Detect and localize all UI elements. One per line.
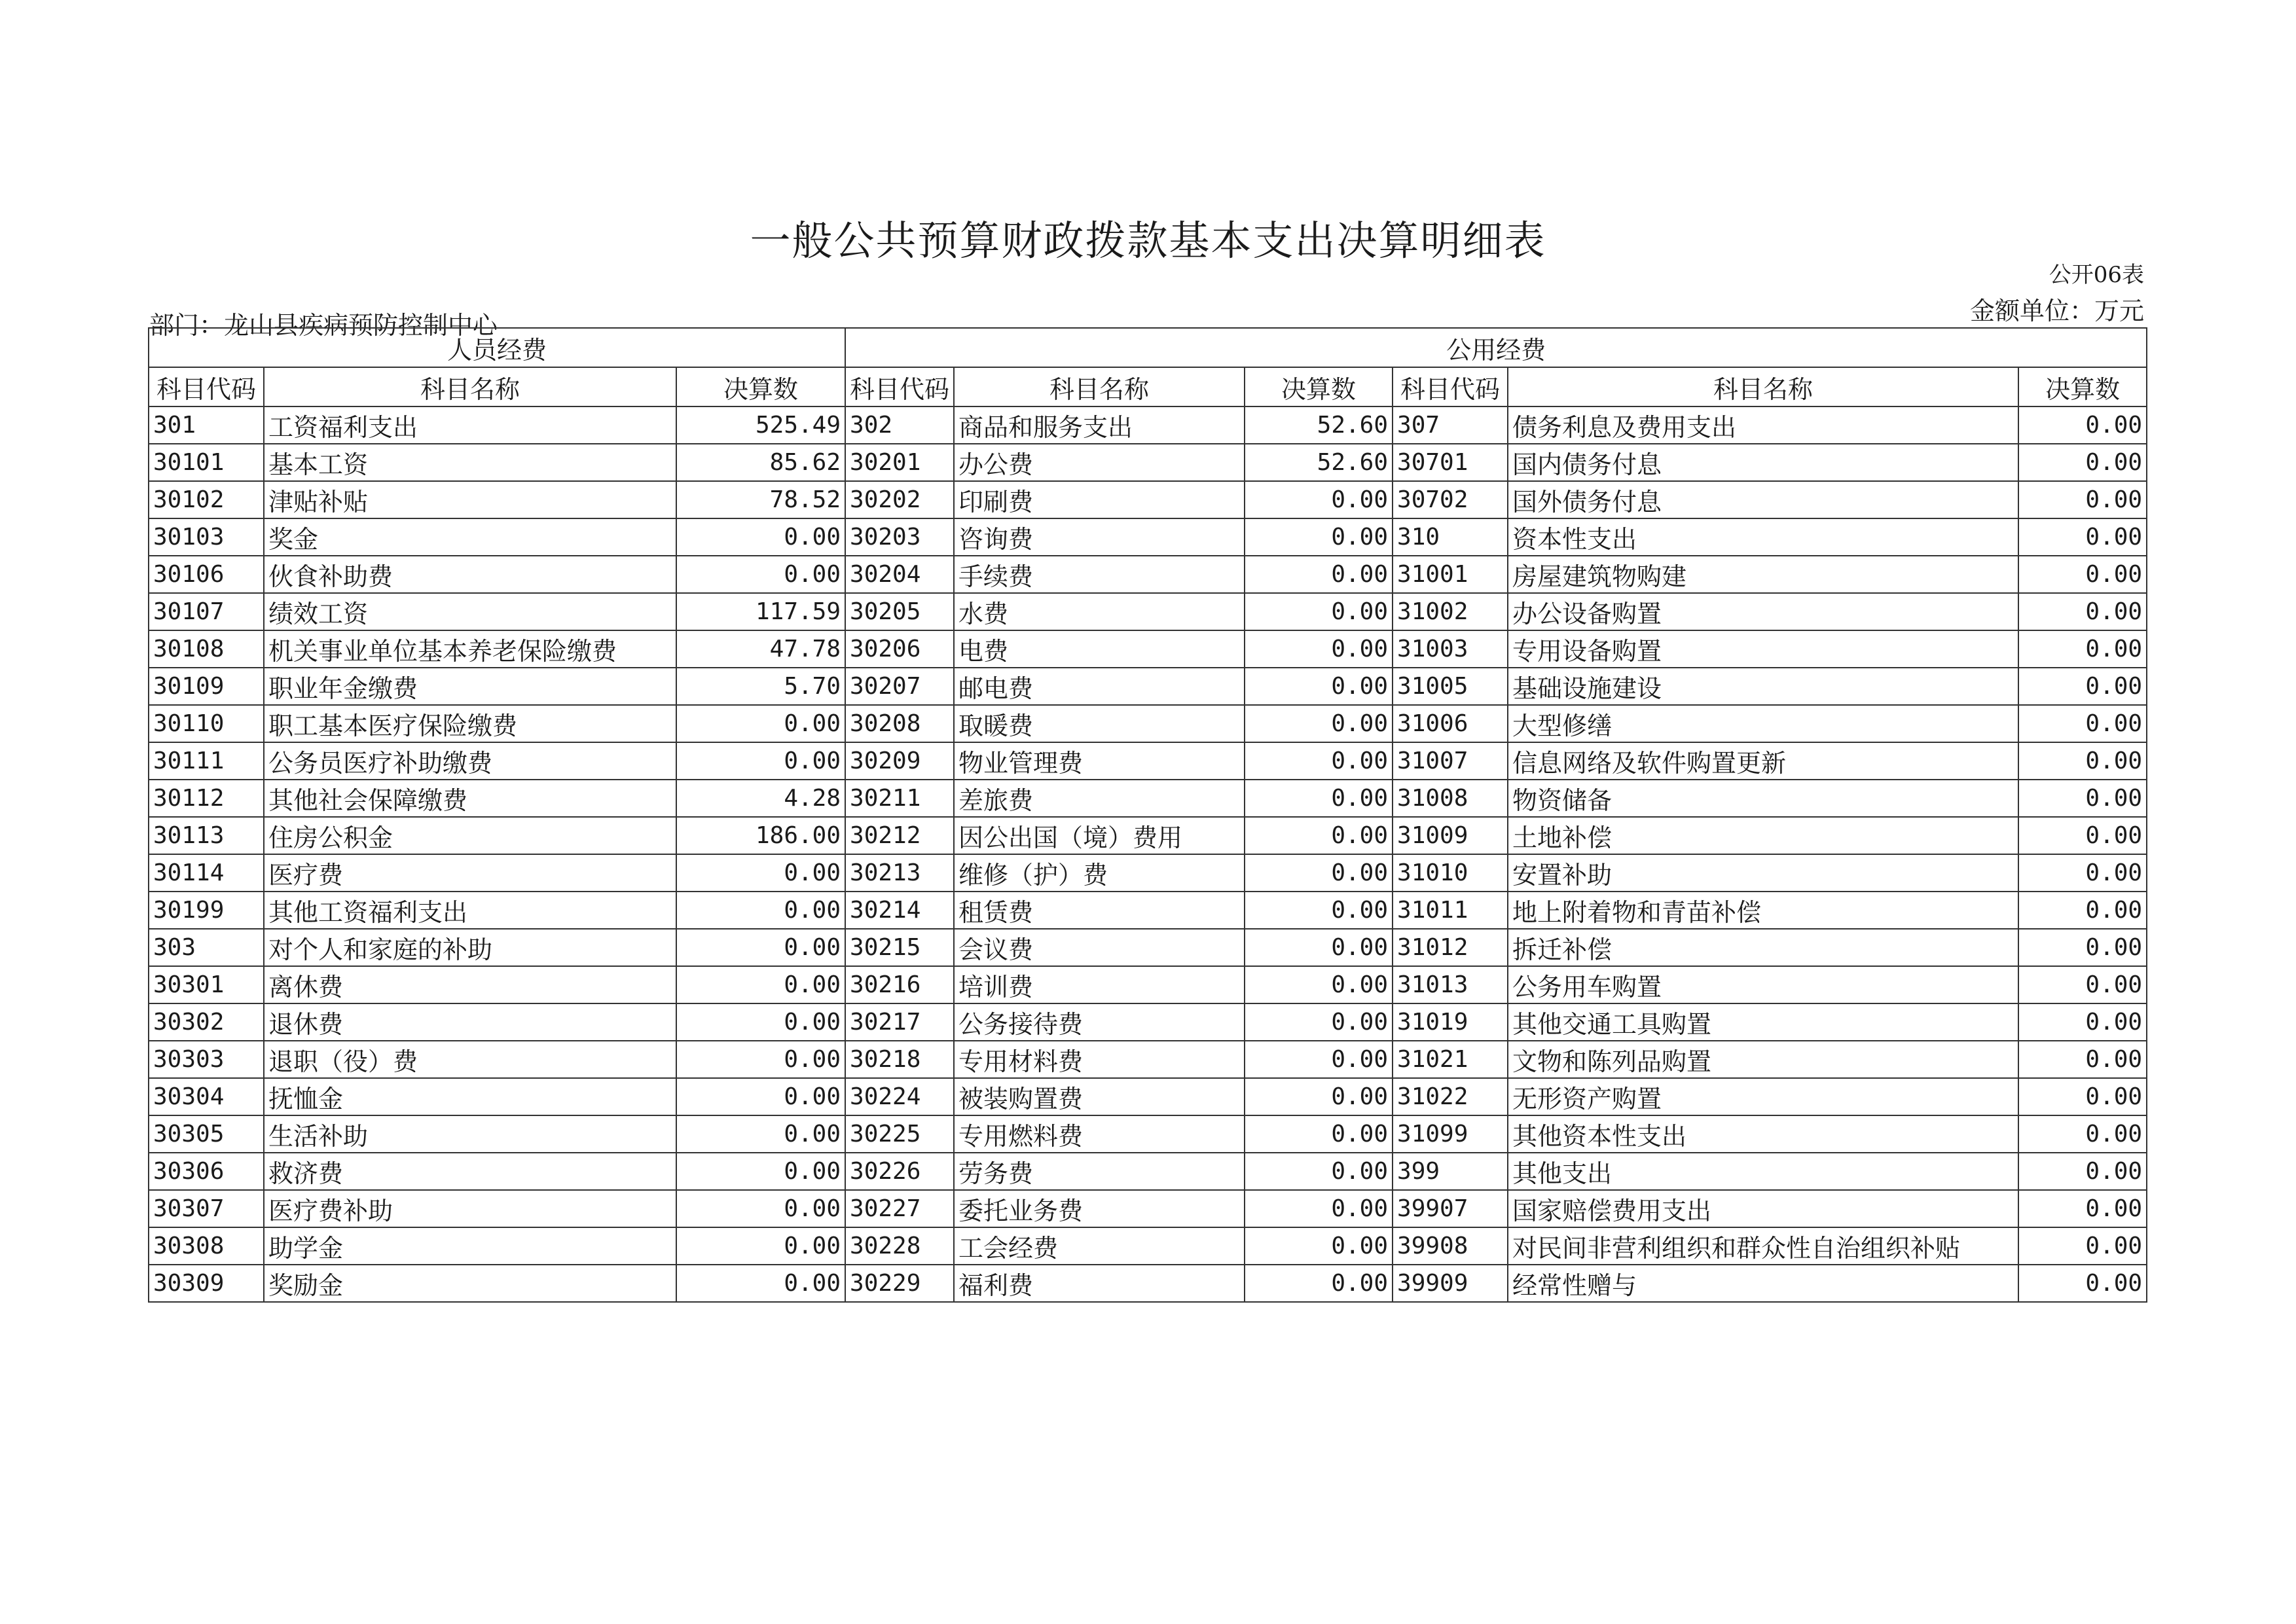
amount-cell: 5.70 [676,668,845,705]
subject-name-cell: 房屋建筑物购建 [1508,556,2018,593]
table-row [149,1153,2147,1190]
table-row [149,742,2147,780]
amount-cell: 52.60 [1245,406,1393,444]
amount-cell: 0.00 [1245,1227,1393,1265]
subject-code-cell: 301 [149,406,264,444]
subject-code-cell: 31008 [1393,780,1508,817]
subject-name-cell: 职工基本医疗保险缴费 [264,705,676,742]
subject-code-cell: 30109 [149,668,264,705]
amount-cell: 0.00 [1245,892,1393,929]
subject-code-cell: 30111 [149,742,264,780]
subject-code-cell: 30206 [845,630,954,668]
subject-name-cell: 安置补助 [1508,854,2018,892]
subject-code-cell: 30227 [845,1190,954,1227]
table-row [149,1078,2147,1115]
subject-name-cell: 国外债务付息 [1508,481,2018,518]
subject-code-cell: 30224 [845,1078,954,1115]
subject-name-cell: 国内债务付息 [1508,444,2018,481]
subject-code-cell: 30303 [149,1041,264,1078]
subject-code-cell: 31009 [1393,817,1508,854]
subject-name-cell: 绩效工资 [264,593,676,630]
amount-cell: 0.00 [2018,705,2147,742]
subject-name-cell: 租赁费 [954,892,1245,929]
amount-cell: 0.00 [2018,1115,2147,1153]
amount-cell: 47.78 [676,630,845,668]
amount-cell: 0.00 [2018,1190,2147,1227]
subject-name-cell: 退职（役）费 [264,1041,676,1078]
amount-cell: 0.00 [2018,1041,2147,1078]
col-header-name: 科目名称 [954,367,1245,406]
subject-code-cell: 30214 [845,892,954,929]
subject-code-cell: 30207 [845,668,954,705]
subject-code-cell: 30225 [845,1115,954,1153]
amount-unit: 金额单位：万元 [1969,297,2144,325]
subject-code-cell: 30204 [845,556,954,593]
subject-name-cell: 培训费 [954,966,1245,1003]
subject-code-cell: 30218 [845,1041,954,1078]
amount-cell: 0.00 [2018,481,2147,518]
subject-name-cell: 医疗费 [264,854,676,892]
table-row [149,630,2147,668]
subject-code-cell: 310 [1393,518,1508,556]
subject-name-cell: 奖励金 [264,1265,676,1302]
amount-cell: 0.00 [2018,406,2147,444]
amount-cell: 0.00 [676,966,845,1003]
subject-code-cell: 30201 [845,444,954,481]
subject-code-cell: 30215 [845,929,954,966]
subject-code-cell: 30212 [845,817,954,854]
subject-code-cell: 30110 [149,705,264,742]
amount-cell: 0.00 [676,1190,845,1227]
subject-name-cell: 离休费 [264,966,676,1003]
amount-cell: 0.00 [2018,444,2147,481]
subject-name-cell: 被装购置费 [954,1078,1245,1115]
subject-name-cell: 物业管理费 [954,742,1245,780]
table-row [149,668,2147,705]
table-row [149,406,2147,444]
subject-code-cell: 30107 [149,593,264,630]
table-row [149,892,2147,929]
subject-code-cell: 31019 [1393,1003,1508,1041]
amount-cell: 0.00 [1245,854,1393,892]
subject-name-cell: 经常性赠与 [1508,1265,2018,1302]
subject-code-cell: 30307 [149,1190,264,1227]
subject-name-cell: 地上附着物和青苗补偿 [1508,892,2018,929]
subject-name-cell: 职业年金缴费 [264,668,676,705]
column-header-row [149,367,2147,406]
form-number: 公开06表 [2049,262,2144,288]
amount-cell: 0.00 [676,1153,845,1190]
amount-cell: 0.00 [1245,1190,1393,1227]
subject-code-cell: 30229 [845,1265,954,1302]
table-row [149,780,2147,817]
subject-code-cell: 30309 [149,1265,264,1302]
subject-name-cell: 公务用车购置 [1508,966,2018,1003]
subject-code-cell: 31011 [1393,892,1508,929]
amount-cell: 0.00 [2018,817,2147,854]
subject-code-cell: 30205 [845,593,954,630]
subject-code-cell: 30302 [149,1003,264,1041]
subject-name-cell: 办公设备购置 [1508,593,2018,630]
amount-cell: 0.00 [1245,593,1393,630]
amount-cell: 0.00 [2018,668,2147,705]
subject-name-cell: 专用材料费 [954,1041,1245,1078]
amount-cell: 0.00 [676,518,845,556]
amount-cell: 0.00 [2018,518,2147,556]
subject-name-cell: 拆迁补偿 [1508,929,2018,966]
subject-code-cell: 30308 [149,1227,264,1265]
subject-code-cell: 30202 [845,481,954,518]
subject-name-cell: 专用燃料费 [954,1115,1245,1153]
amount-cell: 0.00 [2018,742,2147,780]
subject-name-cell: 机关事业单位基本养老保险缴费 [264,630,676,668]
subject-code-cell: 30304 [149,1078,264,1115]
amount-cell: 0.00 [1245,1003,1393,1041]
subject-code-cell: 30209 [845,742,954,780]
amount-cell: 0.00 [1245,481,1393,518]
subject-name-cell: 其他支出 [1508,1153,2018,1190]
col-header-code: 科目代码 [845,367,954,406]
page-title: 一般公共预算财政拨款基本支出决算明细表 [750,217,1546,264]
amount-cell: 117.59 [676,593,845,630]
subject-code-cell: 303 [149,929,264,966]
subject-name-cell: 物资储备 [1508,780,2018,817]
subject-name-cell: 水费 [954,593,1245,630]
subject-code-cell: 399 [1393,1153,1508,1190]
subject-name-cell: 资本性支出 [1508,518,2018,556]
subject-name-cell: 邮电费 [954,668,1245,705]
subject-code-cell: 30102 [149,481,264,518]
subject-code-cell: 30199 [149,892,264,929]
subject-code-cell: 31099 [1393,1115,1508,1153]
table-row [149,481,2147,518]
table-row [149,854,2147,892]
amount-cell: 0.00 [676,892,845,929]
amount-cell: 0.00 [676,854,845,892]
col-header-name: 科目名称 [1508,367,2018,406]
subject-name-cell: 手续费 [954,556,1245,593]
subject-name-cell: 商品和服务支出 [954,406,1245,444]
amount-cell: 0.00 [1245,742,1393,780]
subject-name-cell: 债务利息及费用支出 [1508,406,2018,444]
subject-name-cell: 专用设备购置 [1508,630,2018,668]
table-row [149,1265,2147,1302]
table-row [149,593,2147,630]
subject-code-cell: 39909 [1393,1265,1508,1302]
amount-cell: 186.00 [676,817,845,854]
amount-cell: 0.00 [2018,854,2147,892]
subject-code-cell: 31007 [1393,742,1508,780]
col-header-name: 科目名称 [264,367,676,406]
subject-name-cell: 住房公积金 [264,817,676,854]
amount-cell: 4.28 [676,780,845,817]
table-row [149,556,2147,593]
subject-code-cell: 30701 [1393,444,1508,481]
subject-name-cell: 土地补偿 [1508,817,2018,854]
subject-code-cell: 39907 [1393,1190,1508,1227]
amount-cell: 0.00 [676,1265,845,1302]
col-header-code: 科目代码 [1393,367,1508,406]
subject-name-cell: 伙食补助费 [264,556,676,593]
amount-cell: 0.00 [676,1227,845,1265]
amount-cell: 0.00 [2018,593,2147,630]
subject-code-cell: 30106 [149,556,264,593]
subject-code-cell: 31012 [1393,929,1508,966]
subject-code-cell: 30702 [1393,481,1508,518]
subject-name-cell: 基础设施建设 [1508,668,2018,705]
subject-name-cell: 医疗费补助 [264,1190,676,1227]
subject-name-cell: 公务接待费 [954,1003,1245,1041]
subject-name-cell: 退休费 [264,1003,676,1041]
amount-cell: 0.00 [1245,1265,1393,1302]
amount-cell: 0.00 [1245,705,1393,742]
subject-code-cell: 31003 [1393,630,1508,668]
amount-cell: 0.00 [2018,780,2147,817]
subject-code-cell: 30213 [845,854,954,892]
subject-name-cell: 福利费 [954,1265,1245,1302]
subject-code-cell: 30103 [149,518,264,556]
amount-cell: 0.00 [2018,892,2147,929]
subject-code-cell: 307 [1393,406,1508,444]
subject-name-cell: 对民间非营利组织和群众性自治组织补贴 [1508,1227,2018,1265]
amount-cell: 0.00 [1245,1115,1393,1153]
subject-name-cell: 其他社会保障缴费 [264,780,676,817]
subject-name-cell: 电费 [954,630,1245,668]
subject-name-cell: 其他交通工具购置 [1508,1003,2018,1041]
amount-cell: 0.00 [1245,1041,1393,1078]
department-label: 部门：龙山县疾病预防控制中心 [149,311,498,340]
subject-code-cell: 30226 [845,1153,954,1190]
amount-cell: 85.62 [676,444,845,481]
subject-name-cell: 工会经费 [954,1227,1245,1265]
subject-name-cell: 基本工资 [264,444,676,481]
subject-code-cell: 30101 [149,444,264,481]
amount-cell: 0.00 [2018,630,2147,668]
amount-cell: 0.00 [1245,1153,1393,1190]
subject-code-cell: 30113 [149,817,264,854]
amount-cell: 0.00 [676,556,845,593]
subject-name-cell: 文物和陈列品购置 [1508,1041,2018,1078]
amount-cell: 0.00 [1245,966,1393,1003]
subject-name-cell: 委托业务费 [954,1190,1245,1227]
subject-name-cell: 咨询费 [954,518,1245,556]
subject-name-cell: 助学金 [264,1227,676,1265]
col-header-amount: 决算数 [2018,367,2147,406]
col-header-code: 科目代码 [149,367,264,406]
table-row [149,929,2147,966]
amount-cell: 0.00 [1245,780,1393,817]
amount-cell: 0.00 [1245,1078,1393,1115]
table-row [149,1115,2147,1153]
subject-code-cell: 31010 [1393,854,1508,892]
subject-code-cell: 31021 [1393,1041,1508,1078]
subject-name-cell: 抚恤金 [264,1078,676,1115]
table-row [149,705,2147,742]
subject-code-cell: 31013 [1393,966,1508,1003]
subject-name-cell: 无形资产购置 [1508,1078,2018,1115]
subject-code-cell: 30306 [149,1153,264,1190]
amount-cell: 525.49 [676,406,845,444]
subject-name-cell: 国家赔偿费用支出 [1508,1190,2018,1227]
subject-name-cell: 公务员医疗补助缴费 [264,742,676,780]
col-header-amount: 决算数 [1245,367,1393,406]
amount-cell: 0.00 [1245,817,1393,854]
subject-code-cell: 30211 [845,780,954,817]
subject-name-cell: 印刷费 [954,481,1245,518]
amount-cell: 0.00 [2018,556,2147,593]
subject-code-cell: 30228 [845,1227,954,1265]
amount-cell: 0.00 [2018,1003,2147,1041]
amount-cell: 0.00 [676,1115,845,1153]
subject-code-cell: 30216 [845,966,954,1003]
subject-code-cell: 31006 [1393,705,1508,742]
amount-cell: 0.00 [676,1078,845,1115]
subject-code-cell: 30203 [845,518,954,556]
table-row [149,1190,2147,1227]
subject-name-cell: 对个人和家庭的补助 [264,929,676,966]
amount-cell: 0.00 [1245,668,1393,705]
amount-cell: 0.00 [2018,1153,2147,1190]
subject-name-cell: 差旅费 [954,780,1245,817]
table-row [149,1041,2147,1078]
subject-code-cell: 30301 [149,966,264,1003]
amount-cell: 0.00 [676,1003,845,1041]
amount-cell: 78.52 [676,481,845,518]
table-row [149,1227,2147,1265]
subject-code-cell: 30208 [845,705,954,742]
amount-cell: 0.00 [2018,966,2147,1003]
subject-code-cell: 31022 [1393,1078,1508,1115]
subject-name-cell: 维修（护）费 [954,854,1245,892]
subject-name-cell: 生活补助 [264,1115,676,1153]
subject-code-cell: 30305 [149,1115,264,1153]
subject-name-cell: 取暖费 [954,705,1245,742]
subject-name-cell: 因公出国（境）费用 [954,817,1245,854]
subject-code-cell: 30112 [149,780,264,817]
amount-cell: 0.00 [676,1041,845,1078]
table-row [149,518,2147,556]
amount-cell: 0.00 [1245,929,1393,966]
subject-code-cell: 30114 [149,854,264,892]
group-header-row [149,328,2147,367]
amount-cell: 0.00 [2018,1078,2147,1115]
amount-cell: 0.00 [2018,929,2147,966]
amount-cell: 0.00 [676,742,845,780]
amount-cell: 0.00 [2018,1227,2147,1265]
subject-name-cell: 会议费 [954,929,1245,966]
subject-name-cell: 其他资本性支出 [1508,1115,2018,1153]
subject-name-cell: 信息网络及软件购置更新 [1508,742,2018,780]
subject-code-cell: 30217 [845,1003,954,1041]
col-header-amount: 决算数 [676,367,845,406]
budget-table [148,327,2147,1303]
subject-name-cell: 劳务费 [954,1153,1245,1190]
subject-code-cell: 30108 [149,630,264,668]
table-row [149,817,2147,854]
amount-cell: 0.00 [2018,1265,2147,1302]
group-header-personnel: 人员经费 [149,328,845,367]
table-row [149,444,2147,481]
subject-name-cell: 奖金 [264,518,676,556]
table-row [149,1003,2147,1041]
subject-name-cell: 其他工资福利支出 [264,892,676,929]
subject-code-cell: 31001 [1393,556,1508,593]
subject-code-cell: 31002 [1393,593,1508,630]
subject-name-cell: 大型修缮 [1508,705,2018,742]
subject-code-cell: 31005 [1393,668,1508,705]
group-header-public: 公用经费 [845,328,2147,367]
subject-code-cell: 302 [845,406,954,444]
amount-cell: 0.00 [676,705,845,742]
subject-name-cell: 工资福利支出 [264,406,676,444]
subject-name-cell: 办公费 [954,444,1245,481]
table-row [149,966,2147,1003]
subject-name-cell: 津贴补贴 [264,481,676,518]
amount-cell: 0.00 [1245,518,1393,556]
amount-cell: 0.00 [1245,630,1393,668]
amount-cell: 0.00 [1245,556,1393,593]
subject-name-cell: 救济费 [264,1153,676,1190]
subject-code-cell: 39908 [1393,1227,1508,1265]
amount-cell: 52.60 [1245,444,1393,481]
amount-cell: 0.00 [676,929,845,966]
